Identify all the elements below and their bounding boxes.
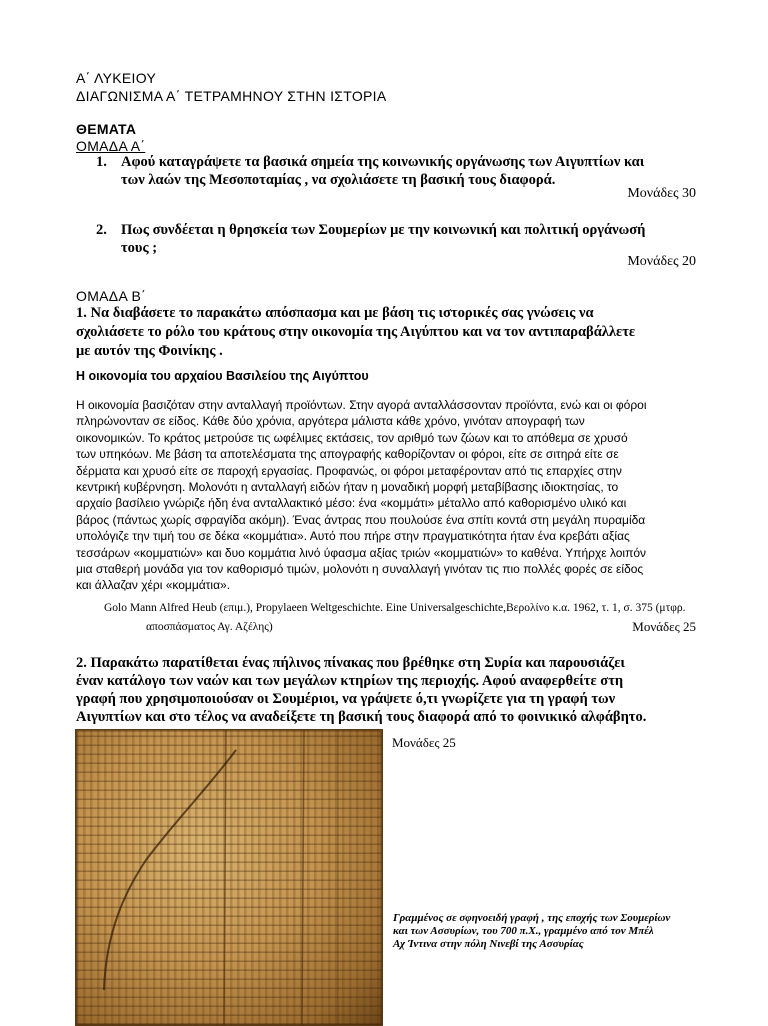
group-b-q1-line2: σχολιάσετε το ρόλο του κράτους στην οικονομία της Αιγύπτου και να τον αντιπαραβάλλετε: [76, 324, 636, 340]
excerpt-body: [76, 397, 694, 594]
group-a-heading: ΟΜΑΔΑ Α΄: [76, 138, 146, 154]
group-a-q1-number: 1.: [96, 154, 107, 170]
excerpt-line: και άλλαζαν χέρι «κομμάτια».: [76, 578, 231, 593]
tablet-caption-line2: και των Ασσυρίων, του 700 π.Χ., γραμμένο από τον Μπέλ: [393, 925, 654, 937]
excerpt-line: υπολόγιζε την τιμή του σε δέκα «κομμάτια». Αυτό που πήρε στην πραγματικότητα ήταν ένα κρεβάτι αξίας: [76, 529, 630, 544]
excerpt-title: Η οικονομία του αρχαίου Βασιλείου της Αιγύπτου: [76, 369, 369, 383]
citation-line1: Golo Mann Alfred Heub (επιμ.), Propylaeen Weltgeschichte. Eine Universalgeschichte,Βερολίνο κ.α. 1962, τ. 1, σ. 375 (μτφρ.: [104, 602, 686, 614]
group-a-q1-line1: Αφού καταγράψετε τα βασικά σημεία της κοινωνικής οργάνωσης των Αιγυπτίων και: [121, 154, 645, 170]
group-a-q2-line1: Πως συνδέεται η θρησκεία των Σουμερίων με την κοινωνική και πολιτική οργάνωσή: [121, 222, 646, 238]
themes-heading: ΘΕΜΑΤΑ: [76, 121, 137, 137]
excerpt-line: Η οικονομία βασιζόταν στην ανταλλαγή προϊόντων. Στην αγορά ανταλλάσσονταν προϊόντα, ενώ και οι φόροι: [76, 398, 647, 412]
group-a-q2-number: 2.: [96, 222, 107, 238]
excerpt-line: μια σταθερή μονάδα για τον καθορισμό τιμών, μολονότι η συναλλαγή γινόταν τις πιο πολλές φορές σε είδος: [76, 562, 644, 577]
group-b-q1-line3: με αυτόν της Φοινίκης .: [76, 343, 223, 359]
group-a-q2-line2: τους ;: [121, 240, 158, 256]
excerpt-line: κεντρική κυβέρνηση. Μολονότι η ανταλλαγή ειδών ήταν η μοναδική μορφή μεταβίβασης ιδιοκτησίας, το: [76, 480, 619, 495]
group-a-q2-marks: Μονάδες 20: [627, 254, 696, 269]
group-b-q2-line2: έναν κατάλογο των ναών και των μεγάλων κτηρίων της περιοχής. Αφού αναφερθείτε στη: [76, 673, 624, 689]
excerpt-line: βάρος (πάντως χωρίς σφραγίδα ακόμη). Ένας άντρας που πουλούσε ένα σπίτι κοντά στη μεγάλη πυραμίδα: [76, 512, 646, 527]
excerpt-line: οικονομικών. Το κράτος μετρούσε τις ωφέλιμες εκτάσεις, τον αριθμό των ζώων και το απόθεμα σε χρυσό: [76, 430, 628, 445]
excerpt-line: των υπηκόων. Με βάση τα αποτελέσματα της απογραφής καθορίζονταν οι φόροι, είτε σε σιτηρά είτε σε: [76, 447, 619, 462]
excerpt-line: αρχαίο βασίλειο γνώριζε ήδη ένα ανταλλακτικό μέσο: ένα «κομμάτι» μέταλλο από καθορισμένο υλικό και: [76, 496, 627, 511]
group-b-q2-line3: γραφή που χρησιμοποιούσαν οι Σουμέριοι, να γράψετε ό,τι γνωρίζετε για τη γραφή των: [76, 691, 616, 707]
citation-line2: αποσπάσματος Αγ. Αζέλης): [146, 621, 273, 633]
group-b-q2-line1: 2. Παρακάτω παρατίθεται ένας πήλινος πίνακας που βρέθηκε στη Συρία και παρουσιάζει: [76, 655, 625, 671]
group-b-q1-marks: Μονάδες 25: [632, 619, 696, 634]
excerpt-line: πληρώνονταν σε είδος. Κάθε δύο χρόνια, αργότερα μάλιστα κάθε χρόνο, γινόταν απογραφή των: [76, 414, 585, 429]
tablet-caption-line1: Γραμμένος σε σφηνοειδή γραφή , της εποχής των Σουμερίων: [393, 912, 671, 924]
group-b-q1-line1: 1. Να διαβάσετε το παρακάτω απόσπασμα και με βάση τις ιστορικές σας γνώσεις να: [76, 305, 594, 321]
tablet-caption-line3: Αχ Ίντινα στην πόλη Νινεβί της Ασσυρίας: [393, 938, 584, 950]
group-a-q1-line2: των λαών της Μεσοποταμίας , να σχολιάσετε τη βασική τους διαφορά.: [121, 172, 556, 188]
group-b-heading: ΟΜΑΔΑ Β΄: [76, 288, 147, 304]
excerpt-line: τεσσάρων «κομματιών» και δυο κομμάτια λινό ύφασμα αξίας τριών «κομματιών» το καθένα. Υπήρχε λοιπόν: [76, 545, 647, 560]
group-b-q2-marks: Μονάδες 25: [392, 735, 456, 750]
excerpt-line: δέρματα και χρυσό είτε σε παροχή εργασίας. Προφανώς, οι φόροι μεταφέρονταν από τις επαρχίες στην: [76, 463, 622, 478]
class-heading: Α΄ ΛΥΚΕΙΟΥ: [76, 70, 157, 86]
group-a-q1-marks: Μονάδες 30: [627, 186, 696, 201]
cuneiform-tablet-image: [75, 729, 383, 1026]
group-b-q2-line4: Αιγυπτίων και στο τέλος να αναδείξετε τη βασική τους διαφορά από το φοινικικό αλφάβητο.: [76, 709, 647, 725]
exam-title: ΔΙΑΓΩΝΙΣΜΑ Α΄ ΤΕΤΡΑΜΗΝΟΥ ΣΤΗΝ ΙΣΤΟΡΙΑ: [76, 88, 387, 104]
